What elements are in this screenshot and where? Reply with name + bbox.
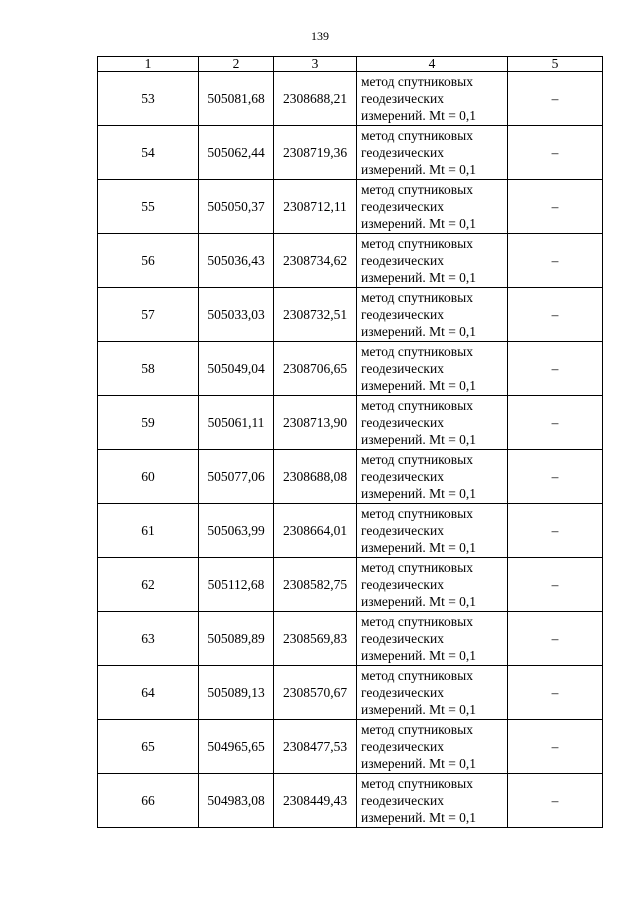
table-row — [98, 450, 603, 504]
method-line: геодезических — [361, 415, 444, 430]
table-row — [98, 180, 603, 234]
method-line: метод спутниковых — [361, 182, 473, 197]
point-number-cell: 57 — [98, 288, 199, 342]
method-line: геодезических — [361, 685, 444, 700]
method-line: геодезических — [361, 577, 444, 592]
x-coordinate-cell: 505049,04 — [199, 342, 274, 396]
method-line: измерений. Mt = 0,1 — [361, 540, 477, 555]
method-line: геодезических — [361, 631, 444, 646]
point-number-cell: 54 — [98, 126, 199, 180]
method-line: измерений. Mt = 0,1 — [361, 378, 477, 393]
x-coordinate-cell: 504965,65 — [199, 720, 274, 774]
method-line: измерений. Mt = 0,1 — [361, 108, 477, 123]
method-line: измерений. Mt = 0,1 — [361, 810, 477, 825]
method-line: метод спутниковых — [361, 668, 473, 683]
note-cell: – — [508, 126, 603, 180]
method-line: измерений. Mt = 0,1 — [361, 486, 477, 501]
method-cell — [357, 450, 508, 504]
x-coordinate-cell: 505063,99 — [199, 504, 274, 558]
x-coordinate-cell: 505033,03 — [199, 288, 274, 342]
table-row — [98, 342, 603, 396]
y-coordinate-cell: 2308713,90 — [274, 396, 357, 450]
table-row — [98, 288, 603, 342]
method-line: геодезических — [361, 739, 444, 754]
page-number: 139 — [311, 29, 329, 43]
method-line: геодезических — [361, 361, 444, 376]
table-row — [98, 504, 603, 558]
y-coordinate-cell: 2308732,51 — [274, 288, 357, 342]
y-coordinate-cell: 2308449,43 — [274, 774, 357, 828]
table-row — [98, 126, 603, 180]
x-coordinate-cell: 505089,89 — [199, 612, 274, 666]
method-cell — [357, 774, 508, 828]
note-cell: – — [508, 774, 603, 828]
method-line: метод спутниковых — [361, 506, 473, 521]
method-cell — [357, 180, 508, 234]
note-cell: – — [508, 72, 603, 126]
header-cell-1: 1 — [98, 57, 199, 72]
note-cell: – — [508, 612, 603, 666]
header-cell-2: 2 — [199, 57, 274, 72]
method-line: измерений. Mt = 0,1 — [361, 162, 477, 177]
x-coordinate-cell: 505077,06 — [199, 450, 274, 504]
table-row — [98, 396, 603, 450]
method-line: геодезических — [361, 523, 444, 538]
note-cell: – — [508, 288, 603, 342]
x-coordinate-cell: 505061,11 — [199, 396, 274, 450]
point-number-cell: 66 — [98, 774, 199, 828]
x-coordinate-cell: 505112,68 — [199, 558, 274, 612]
table-row — [98, 72, 603, 126]
method-line: метод спутниковых — [361, 560, 473, 575]
table-row — [98, 612, 603, 666]
method-line: метод спутниковых — [361, 290, 473, 305]
method-line: метод спутниковых — [361, 398, 473, 413]
method-line: измерений. Mt = 0,1 — [361, 702, 477, 717]
method-cell — [357, 72, 508, 126]
method-line: метод спутниковых — [361, 722, 473, 737]
method-line: геодезических — [361, 253, 444, 268]
note-cell: – — [508, 558, 603, 612]
y-coordinate-cell: 2308570,67 — [274, 666, 357, 720]
method-cell — [357, 342, 508, 396]
x-coordinate-cell: 504983,08 — [199, 774, 274, 828]
y-coordinate-cell: 2308688,21 — [274, 72, 357, 126]
table-row — [98, 666, 603, 720]
point-number-cell: 58 — [98, 342, 199, 396]
method-line: геодезических — [361, 91, 444, 106]
method-cell — [357, 558, 508, 612]
y-coordinate-cell: 2308664,01 — [274, 504, 357, 558]
point-number-cell: 53 — [98, 72, 199, 126]
method-cell — [357, 234, 508, 288]
method-line: метод спутниковых — [361, 344, 473, 359]
point-number-cell: 64 — [98, 666, 199, 720]
method-line: геодезических — [361, 145, 444, 160]
method-line: метод спутниковых — [361, 74, 473, 89]
method-line: измерений. Mt = 0,1 — [361, 594, 477, 609]
note-cell: – — [508, 396, 603, 450]
method-line: метод спутниковых — [361, 128, 473, 143]
y-coordinate-cell: 2308688,08 — [274, 450, 357, 504]
method-line: геодезических — [361, 199, 444, 214]
method-cell — [357, 126, 508, 180]
y-coordinate-cell: 2308569,83 — [274, 612, 357, 666]
method-line: измерений. Mt = 0,1 — [361, 270, 477, 285]
table-body — [98, 72, 603, 828]
method-cell — [357, 720, 508, 774]
method-cell — [357, 288, 508, 342]
header-cell-3: 3 — [274, 57, 357, 72]
point-number-cell: 61 — [98, 504, 199, 558]
method-line: измерений. Mt = 0,1 — [361, 756, 477, 771]
method-cell — [357, 396, 508, 450]
point-number-cell: 62 — [98, 558, 199, 612]
header-cell-5: 5 — [508, 57, 603, 72]
method-line: метод спутниковых — [361, 236, 473, 251]
method-line: измерений. Mt = 0,1 — [361, 216, 477, 231]
table-header — [98, 57, 603, 72]
x-coordinate-cell: 505089,13 — [199, 666, 274, 720]
y-coordinate-cell: 2308706,65 — [274, 342, 357, 396]
point-number-cell: 55 — [98, 180, 199, 234]
x-coordinate-cell: 505062,44 — [199, 126, 274, 180]
table-row — [98, 774, 603, 828]
method-line: метод спутниковых — [361, 614, 473, 629]
method-line: измерений. Mt = 0,1 — [361, 432, 477, 447]
header-cell-4: 4 — [357, 57, 508, 72]
method-line: метод спутниковых — [361, 776, 473, 791]
point-number-cell: 60 — [98, 450, 199, 504]
y-coordinate-cell: 2308477,53 — [274, 720, 357, 774]
note-cell: – — [508, 666, 603, 720]
method-cell — [357, 504, 508, 558]
table-row — [98, 558, 603, 612]
note-cell: – — [508, 234, 603, 288]
y-coordinate-cell: 2308719,36 — [274, 126, 357, 180]
header-row — [98, 57, 603, 72]
y-coordinate-cell: 2308712,11 — [274, 180, 357, 234]
x-coordinate-cell: 505036,43 — [199, 234, 274, 288]
method-line: измерений. Mt = 0,1 — [361, 324, 477, 339]
note-cell: – — [508, 450, 603, 504]
method-cell — [357, 612, 508, 666]
y-coordinate-cell: 2308582,75 — [274, 558, 357, 612]
y-coordinate-cell: 2308734,62 — [274, 234, 357, 288]
method-line: геодезических — [361, 469, 444, 484]
point-number-cell: 63 — [98, 612, 199, 666]
point-number-cell: 56 — [98, 234, 199, 288]
method-line: метод спутниковых — [361, 452, 473, 467]
x-coordinate-cell: 505081,68 — [199, 72, 274, 126]
note-cell: – — [508, 180, 603, 234]
coordinates-table — [97, 56, 603, 828]
table-row — [98, 720, 603, 774]
table-row — [98, 234, 603, 288]
x-coordinate-cell: 505050,37 — [199, 180, 274, 234]
note-cell: – — [508, 342, 603, 396]
method-line: геодезических — [361, 307, 444, 322]
note-cell: – — [508, 720, 603, 774]
note-cell: – — [508, 504, 603, 558]
method-line: геодезических — [361, 793, 444, 808]
method-cell — [357, 666, 508, 720]
method-line: измерений. Mt = 0,1 — [361, 648, 477, 663]
point-number-cell: 59 — [98, 396, 199, 450]
point-number-cell: 65 — [98, 720, 199, 774]
